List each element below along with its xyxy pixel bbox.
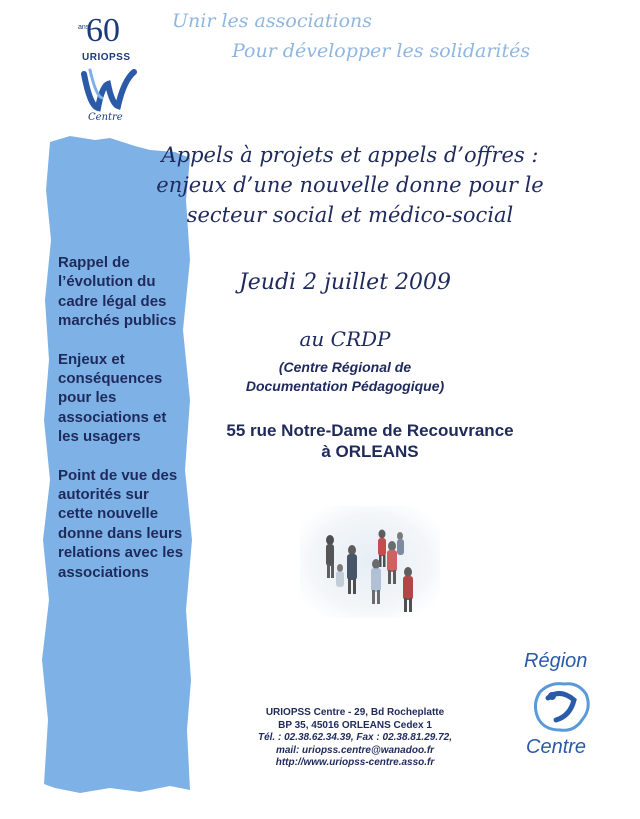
uriopss-logo: [76, 14, 142, 126]
footer-address-line-2: BP 35, 45016 ORLEANS Cedex 1: [278, 719, 432, 731]
logo-ans-text: ans: [78, 24, 90, 31]
topic-list: [58, 253, 188, 601]
event-venue: au CRDP: [299, 327, 391, 351]
topic-item: Rappel de l’évolution du cadre légal des marchés publics: [58, 254, 177, 330]
title-line-1: Appels à projets et appels d’offres :: [161, 143, 539, 167]
footer-website: http://www.uriopss-centre.asso.fr: [275, 757, 435, 768]
region-logo-bottom-text: Centre: [526, 736, 587, 758]
logo-wave-icon: [80, 66, 138, 112]
address-line-1: 55 rue Notre-Dame de Recouvrance: [226, 421, 514, 440]
footer-email: mail: uriopss.centre@wanadoo.fr: [275, 744, 435, 756]
slogan-line-1: Unir les associations: [172, 10, 373, 32]
topic-item: Enjeux et conséquences pour les associations et les usagers: [58, 350, 167, 446]
title-line-2: enjeux d’une nouvelle donne pour le: [156, 173, 544, 197]
region-map-icon: [530, 678, 594, 736]
event-date: Jeudi 2 juillet 2009: [238, 270, 452, 295]
region-centre-logo: [518, 650, 608, 765]
logo-anniversary-number: 60: [86, 12, 120, 49]
footer-address-line-1: URIOPSS Centre - 29, Bd Rocheplatte: [265, 707, 445, 718]
title-line-3: secteur social et médico-social: [186, 203, 514, 227]
venue-full-name: [190, 358, 500, 396]
people-walking-photo: [300, 506, 440, 618]
logo-centre-text: Centre: [88, 112, 123, 123]
topic-item: Point de vue des autorités sur cette nouvelle donne dans leurs relations avec les associations: [58, 466, 184, 581]
slogan-line-2: Pour développer les solidarités: [232, 40, 531, 62]
region-logo-top-text: Région: [524, 650, 588, 672]
venue-full-line-1: (Centre Régional de: [278, 359, 412, 375]
address-line-2: à ORLEANS: [321, 442, 419, 461]
event-title: [100, 140, 600, 230]
footer-phone-fax: Tél. : 02.38.62.34.39, Fax : 02.38.81.29.72,: [257, 732, 453, 743]
contact-footer: [230, 707, 480, 770]
event-address: [190, 420, 550, 462]
venue-full-line-2: Documentation Pédagogique): [245, 378, 445, 394]
logo-name: URIOPSS: [82, 52, 131, 63]
